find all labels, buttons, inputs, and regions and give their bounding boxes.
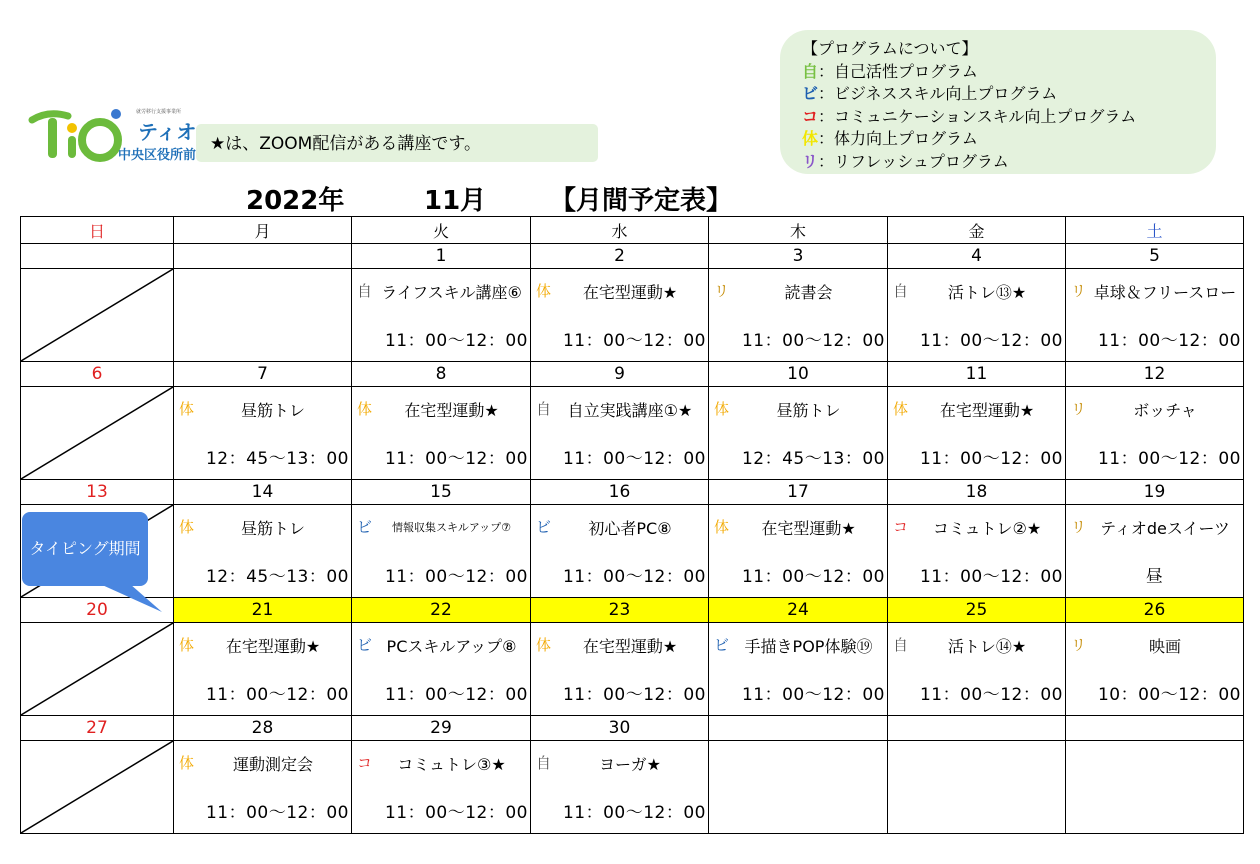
date-cell: 5 — [1066, 244, 1244, 269]
event-time: 12：45〜13：00 — [205, 567, 349, 587]
date-cell: 29 — [352, 716, 531, 741]
program-legend — [780, 30, 1216, 174]
legend-item — [802, 128, 1216, 151]
weekday-header: 金 — [888, 217, 1066, 244]
event-time: 11：00〜12：00 — [919, 567, 1063, 587]
date-cell: 18 — [888, 480, 1066, 505]
date-cell: 27 — [21, 716, 174, 741]
date-cell: 4 — [888, 244, 1066, 269]
empty-cell — [709, 741, 888, 834]
date-cell: 17 — [709, 480, 888, 505]
date-cell: 22 — [352, 598, 531, 623]
legend-item — [802, 151, 1216, 174]
event-time: 11：00〜12：00 — [384, 685, 528, 705]
program-code: 自 — [893, 282, 909, 300]
event-name: コミュトレ②★ — [932, 519, 1042, 538]
date-cell — [888, 716, 1066, 741]
event-name: ヨーガ★ — [598, 755, 662, 774]
legend-text: ：コミュニケーションスキル向上プログラム — [818, 106, 1137, 126]
weekday-header: 水 — [531, 217, 709, 244]
legend-text: ：体力向上プログラム — [818, 129, 978, 149]
program-code: ビ — [536, 518, 552, 536]
event-cell — [1066, 269, 1244, 362]
event-cell — [174, 387, 352, 480]
program-code: 体 — [536, 636, 552, 654]
event-cell — [1066, 387, 1244, 480]
date-cell — [174, 244, 352, 269]
event-cell — [352, 623, 531, 716]
event-time: 11：00〜12：00 — [741, 685, 885, 705]
date-cell: 20 — [21, 598, 174, 623]
date-cell: 23 — [531, 598, 709, 623]
event-cell — [352, 269, 531, 362]
event-cell — [531, 269, 709, 362]
event-time: 11：00〜12：00 — [384, 449, 528, 469]
date-cell: 13 — [21, 480, 174, 505]
date-cell: 9 — [531, 362, 709, 387]
event-time: 10：00〜12：00 — [1097, 685, 1241, 705]
logo-location: 中央区役所前 — [118, 148, 197, 163]
event-name: 映画 — [1148, 637, 1181, 656]
monthly-calendar — [20, 216, 1244, 834]
logo-brand: ティオ — [138, 120, 197, 144]
program-code: ビ — [357, 518, 373, 536]
event-time: 11：00〜12：00 — [384, 331, 528, 351]
weekday-header: 月 — [174, 217, 352, 244]
event-name: 昼筋トレ — [776, 401, 841, 420]
legend-item — [802, 61, 1216, 84]
weekday-header: 木 — [709, 217, 888, 244]
date-cell: 10 — [709, 362, 888, 387]
event-name: 卓球＆フリースロー — [1093, 283, 1237, 302]
event-name: 在宅型運動★ — [761, 519, 856, 538]
event-time: 昼 — [1145, 567, 1164, 587]
diagonal-line-icon — [21, 741, 173, 833]
weekday-header: 土 — [1066, 217, 1244, 244]
event-cell — [888, 269, 1066, 362]
program-code: 体 — [714, 518, 730, 536]
event-name: 情報収集スキルアップ⑦ — [392, 521, 511, 534]
event-time: 11：00〜12：00 — [919, 685, 1063, 705]
event-time: 11：00〜12：00 — [205, 685, 349, 705]
program-code: 体 — [893, 400, 909, 418]
weekday-header: 火 — [352, 217, 531, 244]
event-cell — [888, 623, 1066, 716]
event-time: 11：00〜12：00 — [562, 803, 706, 823]
event-cell — [174, 741, 352, 834]
event-cell — [709, 623, 888, 716]
legend-item — [802, 83, 1216, 106]
program-code: ビ — [357, 636, 373, 654]
event-name: 在宅型運動★ — [582, 637, 678, 656]
event-name: 活トレ⑬★ — [947, 283, 1027, 302]
program-code: リ — [1071, 518, 1087, 536]
event-cell — [531, 387, 709, 480]
diagonal-line-icon — [21, 269, 173, 361]
legend-code: ビ — [802, 84, 819, 104]
legend-code: 体 — [802, 129, 819, 149]
legend-code: リ — [802, 151, 819, 171]
date-cell: 19 — [1066, 480, 1244, 505]
event-time: 11：00〜12：00 — [741, 331, 885, 351]
event-name: 初心者PC⑧ — [588, 519, 672, 538]
legend-text: ：ビジネススキル向上プログラム — [818, 84, 1058, 104]
date-cell: 12 — [1066, 362, 1244, 387]
legend-item — [802, 106, 1216, 129]
program-code: コ — [893, 518, 909, 536]
date-cell: 1 — [352, 244, 531, 269]
event-cell — [174, 623, 352, 716]
event-cell — [1066, 623, 1244, 716]
event-cell — [709, 505, 888, 598]
program-code: 体 — [179, 400, 195, 418]
sunday-blank-cell — [21, 623, 174, 716]
zoom-note: ★は、ZOOM配信がある講座です。 — [196, 124, 598, 162]
event-time: 11：00〜12：00 — [562, 567, 706, 587]
date-cell — [21, 244, 174, 269]
event-name: PCスキルアップ⑧ — [386, 637, 517, 656]
title-month: 11月 — [424, 186, 487, 216]
event-cell — [709, 269, 888, 362]
date-cell: 16 — [531, 480, 709, 505]
date-cell: 8 — [352, 362, 531, 387]
legend-text: ：自己活性プログラム — [818, 61, 978, 81]
date-cell: 2 — [531, 244, 709, 269]
program-code: 体 — [357, 400, 373, 418]
legend-code: コ — [802, 106, 819, 126]
event-name: 読書会 — [784, 283, 833, 302]
event-name: 在宅型運動★ — [939, 401, 1035, 420]
event-time: 11：00〜12：00 — [1097, 449, 1241, 469]
event-time: 11：00〜12：00 — [919, 331, 1063, 351]
program-code: リ — [1071, 400, 1087, 418]
date-cell — [1066, 716, 1244, 741]
event-time: 11：00〜12：00 — [741, 567, 885, 587]
event-name: ボッチャ — [1133, 401, 1197, 420]
event-time: 11：00〜12：00 — [919, 449, 1063, 469]
event-time: 11：00〜12：00 — [562, 331, 706, 351]
event-time: 11：00〜12：00 — [384, 567, 528, 587]
weekday-header: 日 — [21, 217, 174, 244]
event-cell — [531, 623, 709, 716]
logo-small-text: 就労移行支援事業所 — [136, 109, 182, 115]
title-label: 【月間予定表】 — [550, 186, 733, 216]
event-name: ライフスキル講座⑥ — [381, 283, 522, 302]
program-code: 自 — [893, 636, 909, 654]
event-name: コミュトレ③★ — [397, 755, 506, 774]
event-name: 在宅型運動★ — [582, 283, 678, 302]
date-cell: 15 — [352, 480, 531, 505]
date-cell: 28 — [174, 716, 352, 741]
logo-mark-icon — [28, 106, 124, 164]
sunday-blank-cell — [21, 741, 174, 834]
event-time: 12：45〜13：00 — [741, 449, 885, 469]
event-cell — [888, 387, 1066, 480]
event-name: 運動測定会 — [232, 755, 313, 774]
event-time: 11：00〜12：00 — [384, 803, 528, 823]
event-time: 11：00〜12：00 — [562, 449, 706, 469]
date-cell: 7 — [174, 362, 352, 387]
program-code: ビ — [714, 636, 730, 654]
event-name: 自立実践講座①★ — [567, 401, 693, 420]
date-cell: 25 — [888, 598, 1066, 623]
program-code: 自 — [536, 400, 552, 418]
event-time: 11：00〜12：00 — [205, 803, 349, 823]
program-code: 自 — [357, 282, 373, 300]
date-cell: 30 — [531, 716, 709, 741]
program-code: コ — [357, 754, 373, 772]
event-cell — [531, 505, 709, 598]
empty-cell — [1066, 741, 1244, 834]
event-name: 在宅型運動★ — [225, 637, 321, 656]
event-cell — [888, 505, 1066, 598]
event-cell — [1066, 505, 1244, 598]
event-cell — [352, 505, 531, 598]
program-code: リ — [714, 282, 730, 300]
empty-cell — [174, 269, 352, 362]
event-time: 11：00〜12：00 — [562, 685, 706, 705]
tio-logo — [22, 102, 200, 164]
program-code: リ — [1071, 282, 1087, 300]
event-name: 昼筋トレ — [240, 401, 305, 420]
event-cell — [174, 505, 352, 598]
event-name: 在宅型運動★ — [404, 401, 499, 420]
event-name: 手描きPOP体験⑲ — [744, 637, 873, 656]
date-cell: 24 — [709, 598, 888, 623]
event-cell — [709, 387, 888, 480]
date-cell — [709, 716, 888, 741]
legend-title: 【プログラムについて】 — [802, 39, 978, 58]
empty-cell — [888, 741, 1066, 834]
program-code: 体 — [179, 754, 195, 772]
date-cell: 14 — [174, 480, 352, 505]
date-cell: 11 — [888, 362, 1066, 387]
program-code: リ — [1071, 636, 1087, 654]
callout-tail-icon — [100, 584, 164, 616]
date-cell: 26 — [1066, 598, 1244, 623]
event-cell — [531, 741, 709, 834]
event-cell — [352, 741, 531, 834]
program-code: 自 — [536, 754, 552, 772]
sunday-blank-cell — [21, 269, 174, 362]
diagonal-line-icon — [21, 387, 173, 479]
event-time: 11：00〜12：00 — [1097, 331, 1241, 351]
program-code: 体 — [179, 636, 195, 654]
event-cell — [352, 387, 531, 480]
typing-period-callout: タイピング期間 — [22, 512, 148, 586]
event-name: 活トレ⑭★ — [947, 637, 1027, 656]
program-code: 体 — [714, 400, 730, 418]
diagonal-line-icon — [21, 623, 173, 715]
program-code: 体 — [179, 518, 195, 536]
event-name: ティオdeスイーツ — [1100, 519, 1230, 538]
date-cell: 6 — [21, 362, 174, 387]
program-code: 体 — [536, 282, 552, 300]
date-cell: 3 — [709, 244, 888, 269]
date-cell: 21 — [174, 598, 352, 623]
legend-code: 自 — [802, 61, 819, 81]
event-time: 12：45〜13：00 — [205, 449, 349, 469]
title-year: 2022年 — [246, 186, 345, 216]
event-name: 昼筋トレ — [240, 519, 305, 538]
legend-text: ：リフレッシュプログラム — [818, 151, 1009, 171]
sunday-blank-cell — [21, 387, 174, 480]
